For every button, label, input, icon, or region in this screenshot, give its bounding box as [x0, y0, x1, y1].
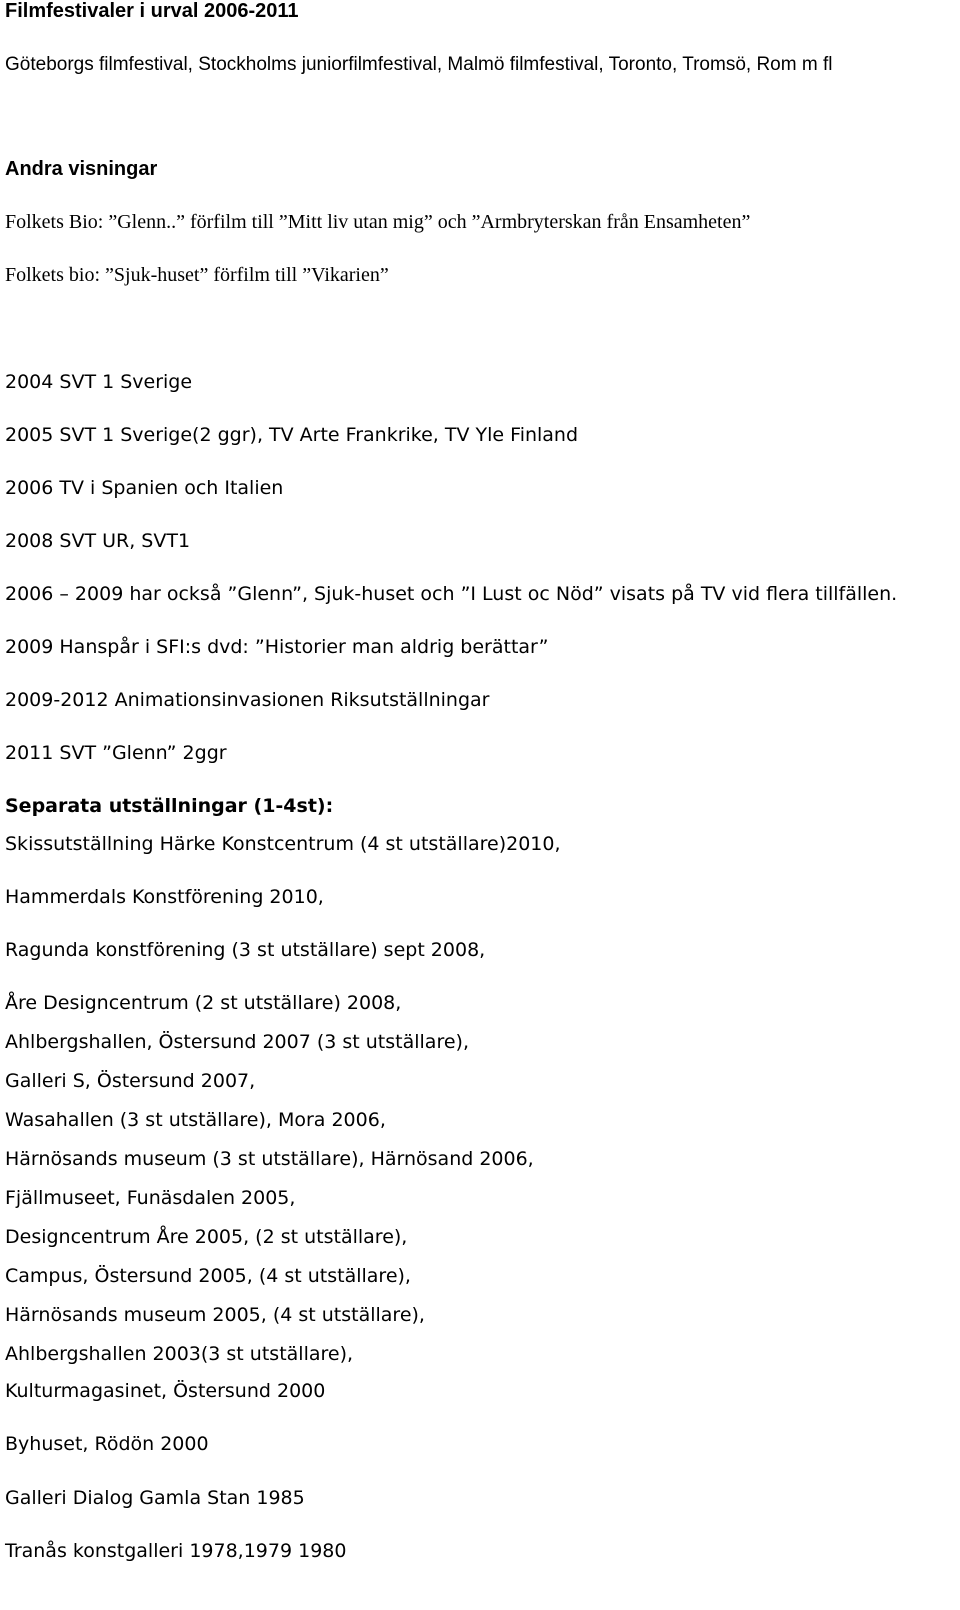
- tv-line: 2008 SVT UR, SVT1: [5, 530, 191, 552]
- tv-line: 2005 SVT 1 Sverige(2 ggr), TV Arte Frankrike, TV Yle Finland: [5, 424, 579, 446]
- exhibition-line: Tranås konstgalleri 1978,1979 1980: [5, 1540, 347, 1562]
- exhibition-line: Galleri Dialog Gamla Stan 1985: [5, 1487, 305, 1509]
- exhibitions-heading: Separata utställningar (1-4st):: [5, 795, 334, 817]
- other-screenings-heading: Andra visningar: [5, 158, 158, 180]
- exhibition-line: Ahlbergshallen 2003(3 st utställare),: [5, 1343, 354, 1365]
- exhibition-line: Åre Designcentrum (2 st utställare) 2008,: [5, 992, 402, 1014]
- tv-line: 2004 SVT 1 Sverige: [5, 371, 193, 393]
- screening-line: Folkets bio: ”Sjuk-huset” förfilm till ”Vikarien”: [5, 264, 389, 286]
- tv-line: 2011 SVT ”Glenn” 2ggr: [5, 742, 227, 764]
- festivals-heading: Filmfestivaler i urval 2006-2011: [5, 0, 299, 22]
- exhibition-line: Kulturmagasinet, Östersund 2000: [5, 1380, 326, 1402]
- exhibition-line: Galleri S, Östersund 2007,: [5, 1070, 256, 1092]
- tv-line: 2009 Hanspår i SFI:s dvd: ”Historier man aldrig berättar”: [5, 636, 549, 658]
- exhibition-line: Skissutställning Härke Konstcentrum (4 st utställare)2010,: [5, 833, 561, 855]
- exhibition-line: Härnösands museum (3 st utställare), Härnösand 2006,: [5, 1148, 534, 1170]
- exhibition-line: Hammerdals Konstförening 2010,: [5, 886, 324, 908]
- festivals-list: Göteborgs filmfestival, Stockholms juniorfilmfestival, Malmö filmfestival, Toronto, Tromsö, Rom m fl: [5, 54, 833, 75]
- screening-line: Folkets Bio: ”Glenn..” förfilm till ”Mitt liv utan mig” och ”Armbryterskan från Ensamheten”: [5, 211, 751, 233]
- exhibition-line: Campus, Östersund 2005, (4 st utställare),: [5, 1265, 411, 1287]
- tv-line: 2009-2012 Animationsinvasionen Riksutställningar: [5, 689, 490, 711]
- exhibition-line: Fjällmuseet, Funäsdalen 2005,: [5, 1187, 296, 1209]
- exhibition-line: Wasahallen (3 st utställare), Mora 2006,: [5, 1109, 386, 1131]
- exhibition-line: Designcentrum Åre 2005, (2 st utställare),: [5, 1226, 408, 1248]
- tv-line: 2006 TV i Spanien och Italien: [5, 477, 284, 499]
- exhibition-line: Härnösands museum 2005, (4 st utställare),: [5, 1304, 425, 1326]
- exhibition-line: Ahlbergshallen, Östersund 2007 (3 st utställare),: [5, 1031, 469, 1053]
- tv-line: 2006 – 2009 har också ”Glenn”, Sjuk-huset och ”I Lust oc Nöd” visats på TV vid flera tillfällen.: [5, 583, 898, 605]
- exhibition-line: Ragunda konstförening (3 st utställare) sept 2008,: [5, 939, 486, 961]
- exhibition-line: Byhuset, Rödön 2000: [5, 1433, 209, 1455]
